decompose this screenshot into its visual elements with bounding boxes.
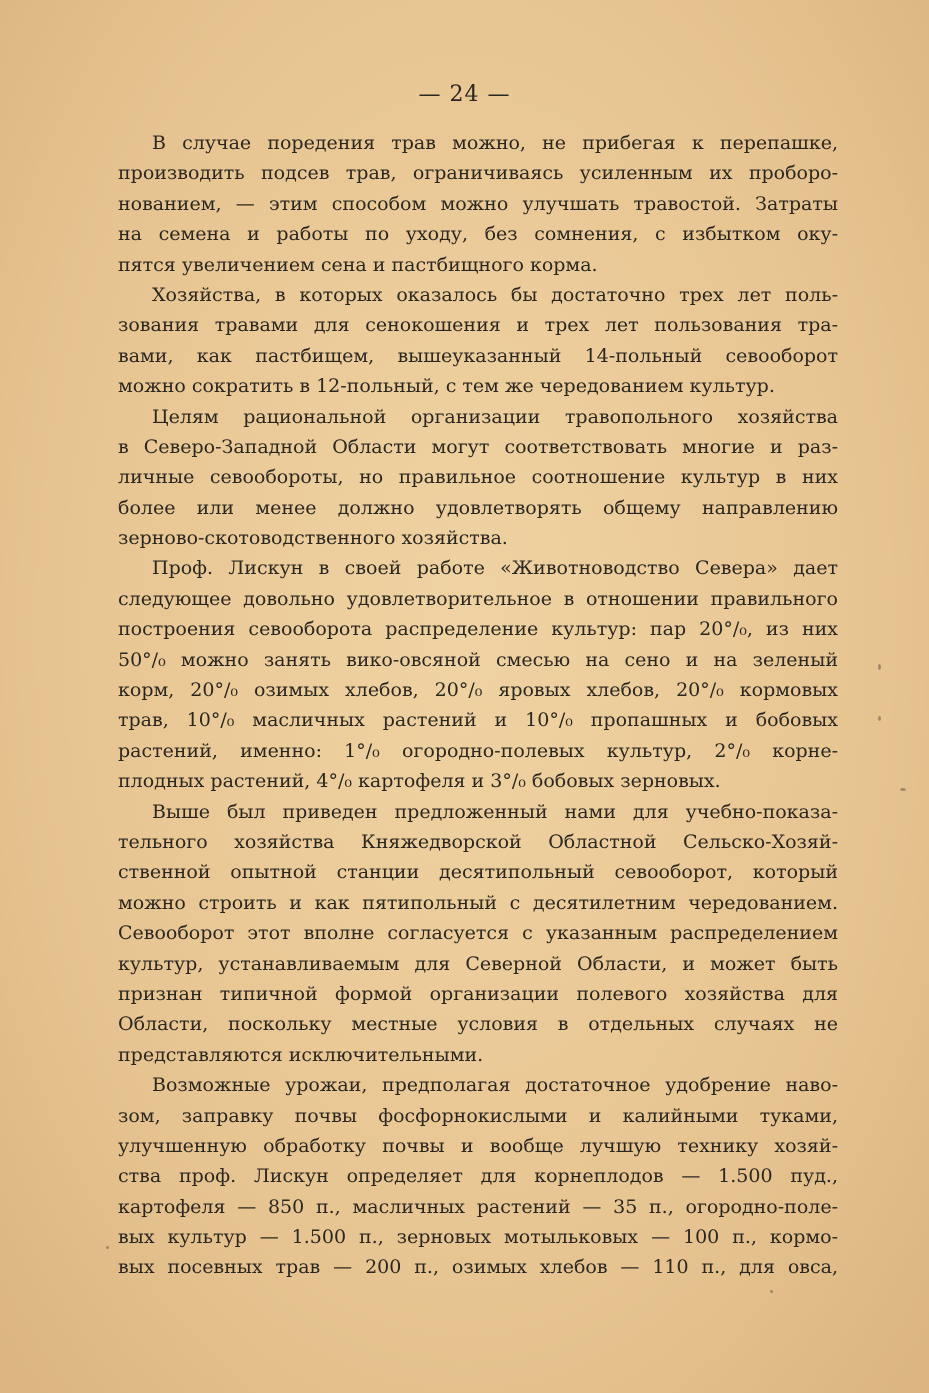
text-line: признан типичной формой организации полевого хозяйства для: [118, 982, 838, 1005]
text-line: Проф. Лискун в своей работе «Животноводство Севера» дает: [152, 557, 838, 580]
text-line: вых культур — 1.500 п., зерновых мотыльковых — 100 п., кормо-: [118, 1226, 838, 1249]
text-line: можно сократить в 12-польный, с тем же чередованием культур.: [118, 375, 775, 398]
paper-speck: [900, 788, 906, 791]
paper-speck: [770, 1290, 773, 1293]
text-line: улучшенную обработку почвы и вообще лучшую технику хозяй-: [118, 1134, 838, 1157]
page-number: — 24 —: [418, 82, 511, 107]
text-line: культур, устанавливаемым для Северной Области, и может быть: [118, 952, 838, 975]
body-text: [118, 128, 838, 1283]
text-line: зования травами для сенокошения и трех лет пользования тра-: [118, 314, 838, 337]
text-line: нованием, — этим способом можно улучшать травостой. Затраты: [118, 192, 838, 215]
paragraph: [118, 402, 838, 554]
text-line: Области, поскольку местные условия в отдельных случаях не: [118, 1013, 838, 1036]
text-line: следующее довольно удовлетворительное в отношении правильного: [118, 587, 838, 610]
paragraph: [118, 280, 838, 402]
paragraph: [118, 128, 838, 280]
text-line: Севооборот этот вполне согласуется с указанным распределением: [118, 922, 838, 945]
paragraph: [118, 797, 838, 1071]
text-line: пятся увеличением сена и пастбищного корма.: [118, 253, 598, 276]
text-line: трав, 10°/₀ масличных растений и 10°/₀ пропашных и бобовых: [118, 709, 838, 732]
text-line: растений, именно: 1°/₀ огородно-полевых культур, 2°/₀ корне-: [118, 739, 838, 762]
text-line: личные севообороты, но правильное соотношение культур в них: [118, 466, 838, 489]
text-line: ственной опытной станции десятипольный севооборот, который: [118, 861, 838, 884]
text-line: корм, 20°/₀ озимых хлебов, 20°/₀ яровых хлебов, 20°/₀ кормовых: [118, 679, 838, 702]
text-line: на семена и работы по уходу, без сомнения, с избытком оку-: [118, 223, 838, 246]
paragraph: [118, 553, 838, 796]
text-line: ства проф. Лискун определяет для корнеплодов — 1.500 пуд.,: [118, 1165, 838, 1188]
text-line: представляются исключительными.: [118, 1043, 484, 1066]
text-line: производить подсев трав, ограничиваясь усиленным их проборо-: [118, 162, 838, 185]
paper-speck: [878, 716, 881, 721]
text-line: тельного хозяйства Княжедворской Областной Сельско-Хозяй-: [118, 830, 838, 853]
text-line: плодных растений, 4°/₀ картофеля и 3°/₀ бобовых зерновых.: [118, 770, 721, 793]
text-line: 50°/₀ можно занять вико-овсяной смесью на сено и на зеленый: [118, 648, 838, 671]
text-line: зерново-скотоводственного хозяйства.: [118, 527, 508, 550]
text-line: Хозяйства, в которых оказалось бы достаточно трех лет поль-: [152, 283, 838, 306]
text-line: Выше был приведен предложенный нами для учебно-показа-: [152, 800, 838, 823]
text-line: в Северо-Западной Области могут соответствовать многие и раз-: [118, 435, 838, 458]
paragraph: [118, 1070, 838, 1283]
text-line: более или менее должно удовлетворять общему направлению: [118, 496, 838, 519]
paper-speck: [106, 1246, 109, 1249]
paper-speck: [878, 664, 881, 670]
text-line: Возможные урожаи, предполагая достаточное удобрение наво-: [152, 1074, 838, 1097]
text-line: В случае поредения трав можно, не прибегая к перепашке,: [152, 132, 838, 154]
text-line: зом, заправку почвы фосфорнокислыми и калийными туками,: [118, 1104, 838, 1127]
text-line: можно строить и как пятипольный с десятилетним чередованием.: [118, 891, 838, 914]
text-line: вых посевных трав — 200 п., озимых хлебов — 110 п., для овса,: [118, 1256, 838, 1279]
text-line: картофеля — 850 п., масличных растений — 35 п., огородно-поле-: [118, 1195, 838, 1218]
text-line: построения севооборота распределение культур: пар 20°/₀, из них: [118, 618, 838, 641]
text-line: вами, как пастбищем, вышеуказанный 14-польный севооборот: [118, 344, 838, 367]
text-line: Целям рациональной организации травопольного хозяйства: [152, 405, 838, 428]
